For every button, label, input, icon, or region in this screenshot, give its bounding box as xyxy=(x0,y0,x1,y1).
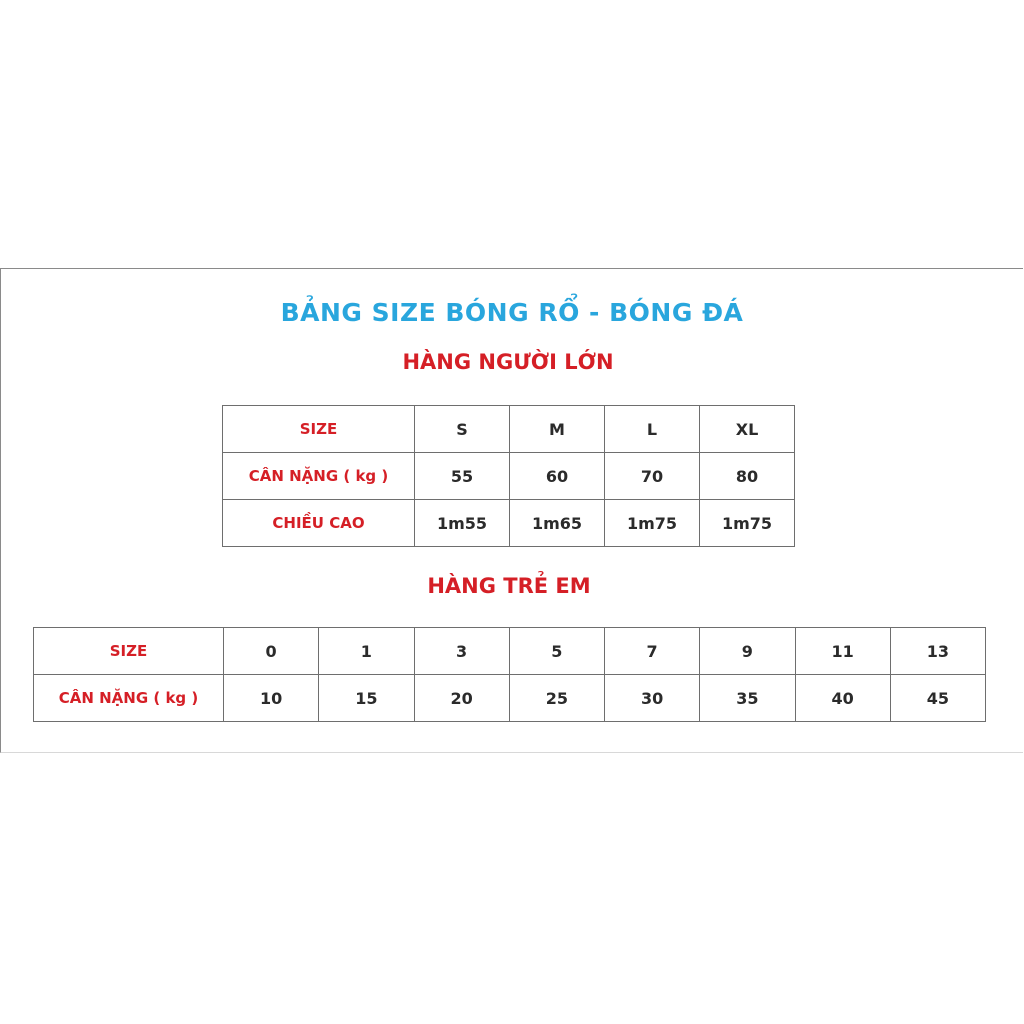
table-cell: 5 xyxy=(509,628,604,675)
table-cell: S xyxy=(415,406,510,453)
row-label-size: SIZE xyxy=(34,628,224,675)
table-cell: 60 xyxy=(510,453,605,500)
table-cell: 1 xyxy=(319,628,414,675)
table-cell: 30 xyxy=(605,675,700,722)
adult-size-table xyxy=(222,405,795,547)
table-cell: 70 xyxy=(605,453,700,500)
row-label-weight: CÂN NẶNG ( kg ) xyxy=(223,453,415,500)
adult-section-heading: HÀNG NGƯỜI LỚN xyxy=(402,350,614,374)
table-cell: 1m75 xyxy=(700,500,795,547)
table-row xyxy=(223,453,795,500)
table-cell: 11 xyxy=(795,628,890,675)
page-title: BẢNG SIZE BÓNG RỔ - BÓNG ĐÁ xyxy=(280,298,744,327)
table-cell: 15 xyxy=(319,675,414,722)
table-cell: 55 xyxy=(415,453,510,500)
table-row xyxy=(34,628,986,675)
table-cell: 45 xyxy=(890,675,985,722)
table-cell: 35 xyxy=(700,675,795,722)
table-cell: 13 xyxy=(890,628,985,675)
table-cell: 1m65 xyxy=(510,500,605,547)
table-row xyxy=(223,500,795,547)
table-cell: 20 xyxy=(414,675,509,722)
row-label-weight: CÂN NẶNG ( kg ) xyxy=(34,675,224,722)
table-cell: M xyxy=(510,406,605,453)
table-cell: 3 xyxy=(414,628,509,675)
table-row xyxy=(34,675,986,722)
row-label-size: SIZE xyxy=(223,406,415,453)
table-cell: XL xyxy=(700,406,795,453)
table-cell: 7 xyxy=(605,628,700,675)
table-cell: 9 xyxy=(700,628,795,675)
table-cell: 1m55 xyxy=(415,500,510,547)
table-cell: 40 xyxy=(795,675,890,722)
kids-section-heading: HÀNG TRẺ EM xyxy=(427,574,591,598)
table-cell: 0 xyxy=(224,628,319,675)
table-row xyxy=(223,406,795,453)
table-cell: 10 xyxy=(224,675,319,722)
table-cell: 25 xyxy=(509,675,604,722)
kids-size-table xyxy=(33,627,986,722)
row-label-height: CHIỀU CAO xyxy=(223,500,415,547)
table-cell: 80 xyxy=(700,453,795,500)
table-cell: 1m75 xyxy=(605,500,700,547)
table-cell: L xyxy=(605,406,700,453)
